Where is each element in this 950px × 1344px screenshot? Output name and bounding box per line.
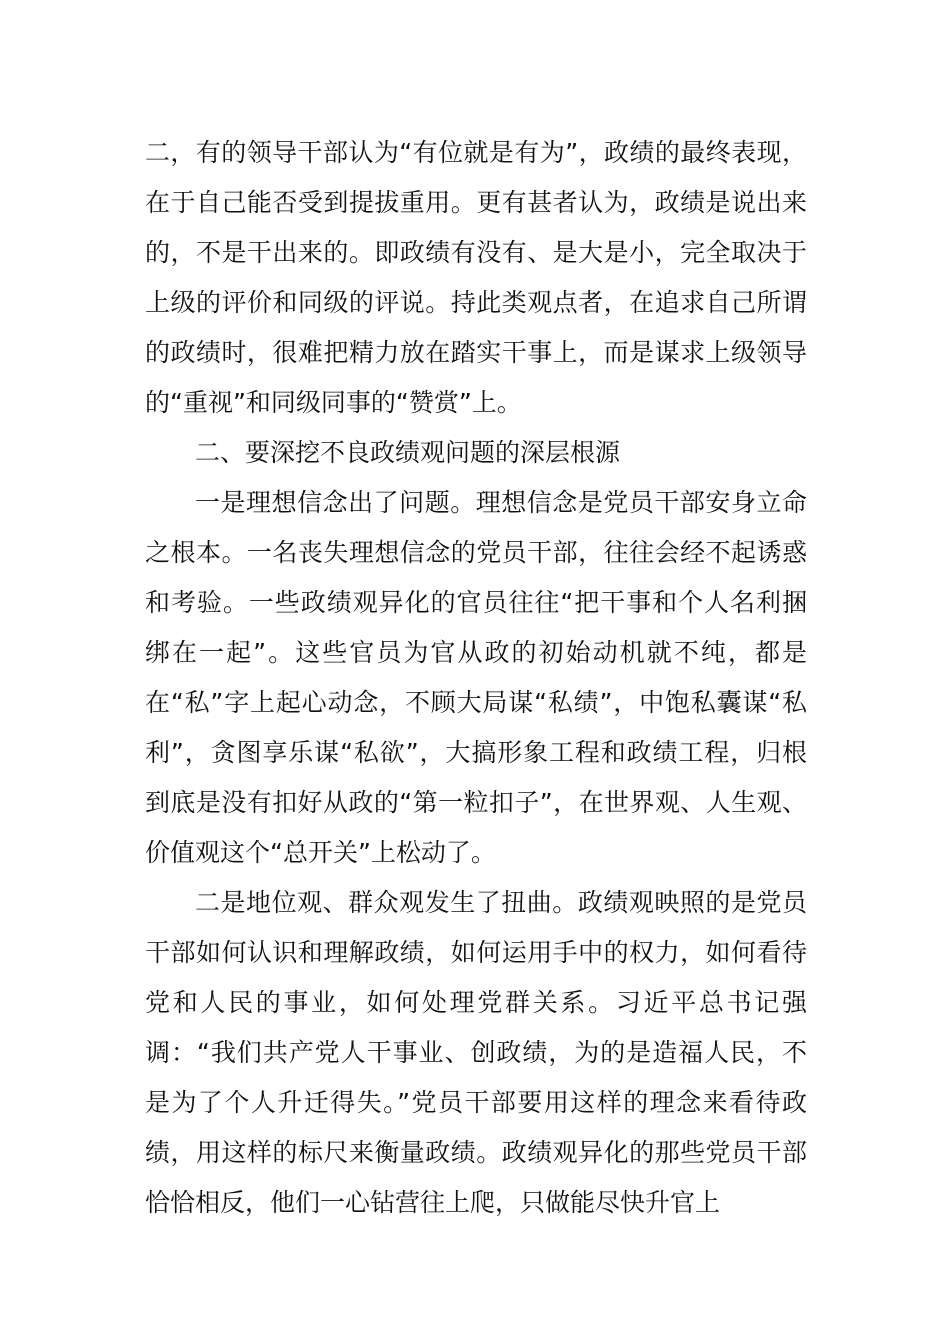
- section-heading: 二、要深挖不良政绩观问题的深层根源: [195, 438, 621, 467]
- paragraph-continuation: 二，有的领导干部认为“有位就是有为”，政绩的最终表现，在于自己能否受到提拔重用。更有甚者认为，政绩是说出来的，不是干出来的。即政绩有没有、是大是小，完全取决于上级的评价和同级的评说。持此类观点者，在追求自己所谓的政绩时，很难把精力放在踏实干事上，而是谋求上级领导的“重视”和同级同事的“赞赏”上。: [145, 138, 807, 417]
- document-body: [145, 128, 807, 1228]
- paragraph-ideals: 一是理想信念出了问题。理想信念是党员干部安身立命之根本。一名丧失理想信念的党员干部，往往会经不起诱惑和考验。一些政绩观异化的官员往往“把干事和个人名利捆绑在一起”。这些官员为官从政的初始动机就不纯，都是在“私”字上起心动念，不顾大局谋“私绩”，中饱私囊谋“私利”，贪图享乐谋“私欲”，大搞形象工程和政绩工程，归根到底是没有扣好从政的“第一粒扣子”，在世界观、人生观、价值观这个“总开关”上松动了。: [145, 488, 807, 867]
- paragraph-status-view: 二是地位观、群众观发生了扭曲。政绩观映照的是党员干部如何认识和理解政绩，如何运用手中的权力，如何看待党和人民的事业，如何处理党群关系。习近平总书记强调：“我们共产党人干事业、创政绩，为的是造福人民，不是为了个人升迁得失。”党员干部要用这样的理念来看待政绩，用这样的标尺来衡量政绩。政绩观异化的那些党员干部恰恰相反，他们一心钻营往上爬，只做能尽快升官上: [145, 888, 807, 1217]
